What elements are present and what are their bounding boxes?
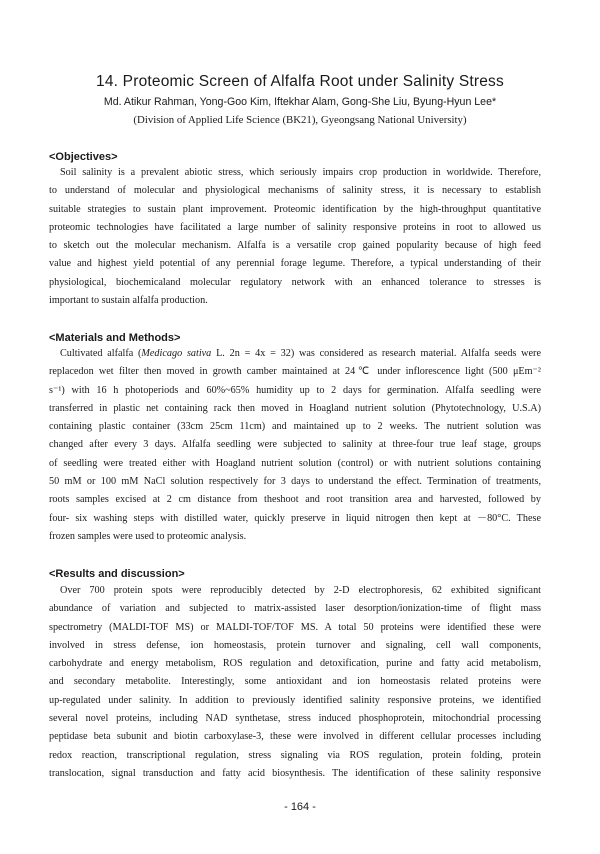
section-heading-objectives: <Objectives>	[49, 151, 118, 163]
text-line: replacedon wet filter then moved in growth camber maintained at 24℃ under inflorescence light (500 μEm⁻²	[49, 366, 541, 378]
section-heading-methods: <Materials and Methods>	[49, 332, 181, 344]
section-heading-results: <Results and discussion>	[49, 568, 185, 580]
text-line: several novel proteins, including NAD synthetase, stress induced phosphoprotein, mitochondrial processing	[49, 713, 541, 725]
text-line: frozen samples were used to proteomic analysis.	[49, 530, 247, 542]
text-line: peptidase beta subunit and biotin carboxylase-3, these were involved in different cellular processes including	[49, 731, 541, 743]
author-list: Md. Atikur Rahman, Yong-Goo Kim, Iftekhar Alam, Gong-She Liu, Byung-Hyun Lee*	[103, 96, 497, 108]
text-line: suitable strategies to sustain plant improvement. Proteomic identification by the high-throughput quantitative	[49, 203, 541, 215]
text-line: Cultivated alfalfa (Medicago sativa L. 2n = 4x = 32) was considered as research material. Alfalfa seeds were	[60, 348, 541, 359]
section-body-objectives	[49, 164, 541, 310]
page-number: - 164 -	[284, 801, 316, 813]
text-line: and secondary metabolite. Interestingly, some antioxidant and ion homeostasis related proteins were	[49, 676, 541, 688]
text-line: proteomic technologies have facilitated a large number of salinity responsive proteins in root to allowed us	[49, 221, 541, 233]
text-line: of seedling were treated either with Hoagland nutrient solution (control) or with nutrient solutions containing	[49, 457, 541, 469]
text-line: roots samples excised at 2 cm distance from theshoot and root transition area and harvested, followed by	[49, 494, 541, 506]
text-line: spectrometry (MALDI-TOF MS) or MALDI-TOF/TOF MS. A total 50 proteins were identified these were	[49, 621, 541, 633]
text-line: to understand of molecular and physiological mechanisms of salinity stress, it is necessary to establish	[49, 185, 541, 197]
text-line: value and highest yield potential of any perennial forage legume. Therefore, a typical understanding of their	[49, 258, 541, 270]
text-line: s⁻¹) with 16 h photoperiods and 60%~65% humidity up to 2 days for germination. Alfalfa seedling were	[49, 384, 541, 396]
text-line: 50 mM or 100 mM NaCl solution respectively for 3 days to understand the effect. Termination of treatments,	[49, 476, 541, 488]
text-line: changed after every 3 days. Alfalfa seedling were subjected to salinity at three-four true leaf stage, groups	[49, 439, 541, 451]
text-line: important to sustain alfalfa production.	[49, 295, 208, 307]
section-body-methods	[49, 345, 541, 546]
text-line: containing plastic container (33cm 25cm 11cm) and maintained up to 2 weeks. The nutrient solution was	[49, 421, 541, 433]
text-line: four- six washing steps with distilled water, quickly preserve in liquid nitrogen then kept at －80°C. These	[49, 512, 541, 524]
text-line: translocation, signal transduction and fatty acid biosynthesis. The identification of these salinity responsive	[49, 767, 541, 779]
text-line: redox reaction, transcriptional regulation, stress signaling via ROS regulation, protein folding, protein	[49, 749, 541, 761]
text-line: involved in stress defense, ion homeostasis, protein turnover and signaling, cell wall components,	[49, 639, 541, 651]
text-line: Over 700 protein spots were reproducibly detected by 2-D electrophoresis, 62 exhibited significant	[60, 585, 541, 596]
text-line: carbohydrate and energy metabolism, ROS regulation and detoxification, purine and fatty acid metabolism,	[49, 658, 541, 670]
section-body-results	[49, 582, 541, 783]
text-line: transferred in plastic net containing rack then moved in Hoagland nutrient solution (Phytotechnology, U.S.A)	[49, 402, 541, 414]
text-line: physiological, biochemicaland molecular regulatory network with an enhanced tolerance to stresses is	[49, 276, 541, 288]
text-line: to sketch out the molecular mechanism. Alfalfa is a versatile crop gained popularity because of high feed	[49, 240, 541, 252]
text-line: up-regulated under salinity. In addition to previously identified salinity responsive proteins, we identified	[49, 694, 541, 706]
text-line: abundance of variation and subjected to matrix-assisted laser desorption/ionization-time of flight mass	[49, 603, 541, 615]
paper-title: 14. Proteomic Screen of Alfalfa Root under Salinity Stress	[96, 73, 504, 90]
text-line: Soil salinity is a prevalent abiotic stress, which seriously impairs crop production in worldwide. Therefore,	[60, 167, 541, 178]
species-name: Medicago sativa	[141, 348, 212, 359]
affiliation: (Division of Applied Life Science (BK21), Gyeongsang National University)	[133, 114, 467, 126]
